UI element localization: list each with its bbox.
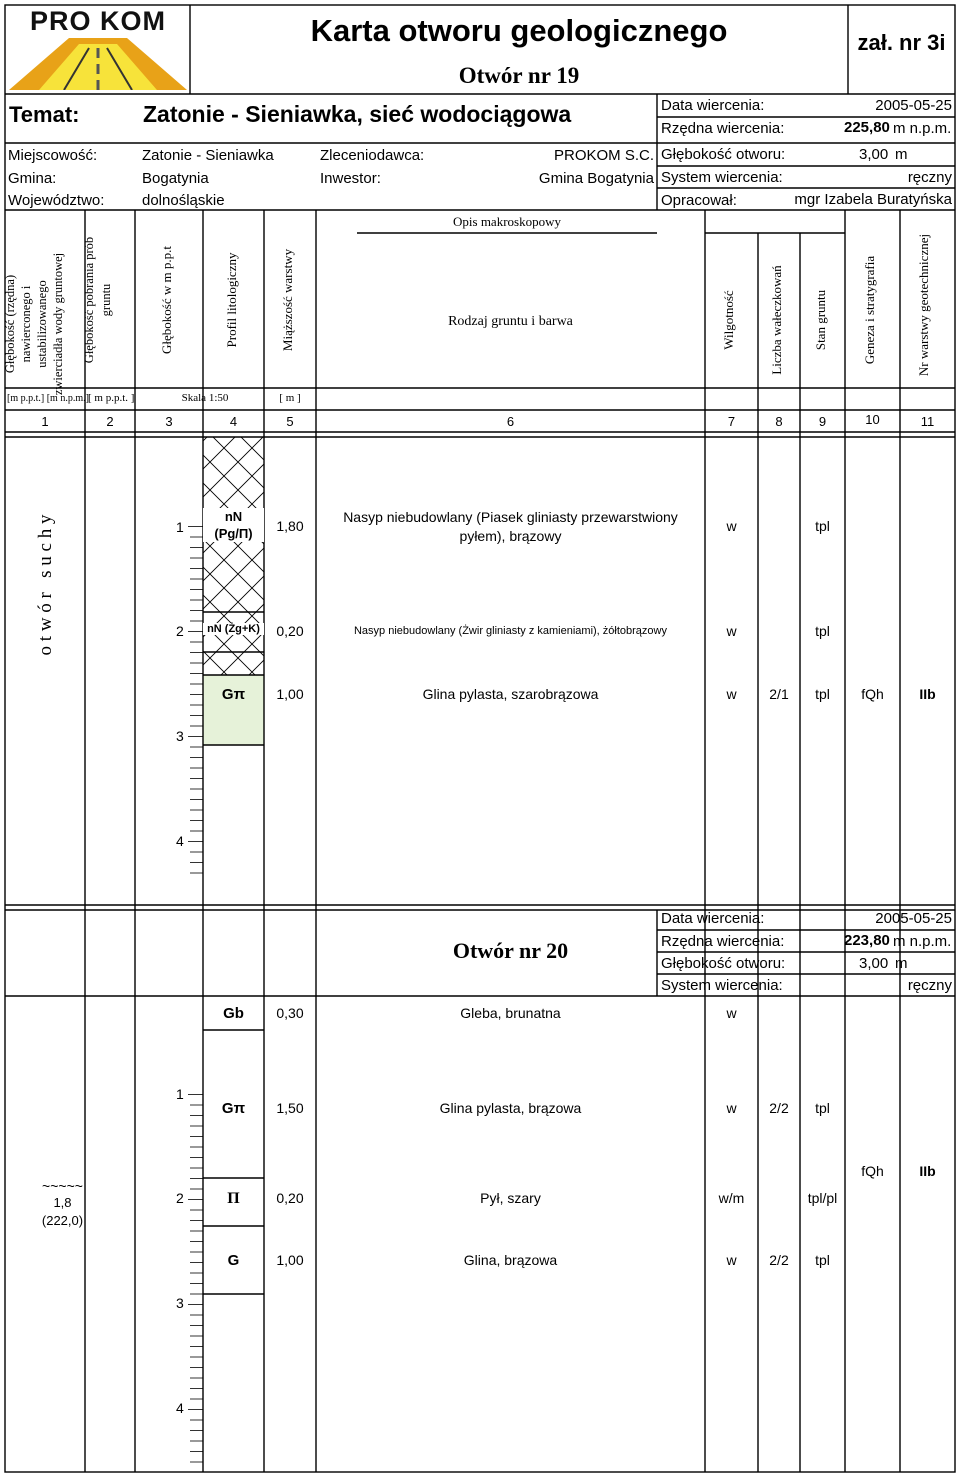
depth-mark-20-4: 4 [176,1400,184,1416]
layer19-3-rolls: 2/1 [769,686,789,702]
col1-line1: Głębokość (rzędna) [3,274,17,374]
col2-line2: gruntu [99,283,113,317]
layer19-1-symbol-sub: (Pg/Π) [214,526,253,541]
layer19-2-symbol: nN (Żg+K) [203,623,264,635]
depth-mark-20-1: 1 [176,1086,184,1102]
layer20-1-thickness: 0,30 [276,1005,304,1021]
layer19-3-symbol: Gπ [221,686,246,703]
borehole-19-title: Otwór nr 19 [458,63,580,88]
layer20-2-moisture: w [726,1100,737,1116]
layer20-2-desc: Glina pylasta, brązowa [439,1100,582,1116]
col2-line1: Głębokość pobrania prób [82,236,96,364]
col1-header [2,229,82,419]
layer19-3-thickness: 1,00 [276,686,304,702]
layer20-4-moisture: w [726,1252,737,1268]
layer20-2-rolls: 2/2 [769,1100,789,1116]
layer20-4-symbol: G [227,1252,240,1269]
col-number-10: 10 [865,412,880,427]
elevation-label: Rzędna wiercenia: [661,120,785,137]
depth-scale-19 [188,527,203,874]
col7-header: Wilgotność [721,290,736,350]
depth-mark-19-4: 4 [176,833,184,849]
water-level-symbol: ~~~~~ [42,1178,83,1194]
drill-date-label: Data wiercenia: [661,97,765,114]
prepared-label: Opracował: [661,192,737,209]
town-value: Zatonie - Sieniawka [142,147,274,164]
elevation-unit: m n.p.m. [893,120,952,137]
depth-mark-20-3: 3 [176,1295,184,1311]
b20-genesis: fQh [861,1163,884,1179]
layer19-1-desc [316,508,705,546]
water-level-depth: 1,8 [53,1195,72,1210]
depth-mark-19-2: 2 [176,623,184,639]
layer20-3-moisture: w/m [718,1190,745,1206]
investor-label: Inwestor: [320,170,381,187]
layer20-1-desc: Gleba, brunatna [460,1005,561,1021]
layer19-3-state: tpl [815,686,830,702]
commune-label: Gmina: [8,170,57,187]
depth-value: 3,00 [859,146,889,163]
col-number-7: 7 [727,414,736,429]
col-number-6: 6 [506,414,515,429]
layer19-3-desc: Glina pylasta, szarobrązowa [422,686,599,702]
client-value: PROKOM S.C. [553,147,654,164]
b20-elevation-value: 223,80 [844,932,890,949]
topic-label: Temat: [9,102,80,127]
depth-unit: m [895,146,908,163]
layer20-3-desc: Pył, szary [480,1190,541,1206]
layer19-2-thickness: 0,20 [276,623,304,639]
b20-elevation-label: Rzędna wiercenia: [661,933,785,950]
col1-line2: nawierconego i [19,285,33,363]
col1-line4: zwierciadła wody gruntowej [51,252,65,396]
unit-thickness: [ m ] [279,392,301,404]
b20-layer-no: IIb [919,1163,936,1179]
layer19-1-moisture: w [726,518,737,534]
layer19-3-layer-no: IIb [919,686,936,702]
b20-system-label: System wiercenia: [661,977,783,994]
layer20-3-state: tpl/pl [807,1190,838,1206]
drill-date-value: 2005-05-25 [875,97,952,114]
b20-depth-value: 3,00 [859,955,889,972]
b20-system-value: ręczny [907,977,952,994]
macro-header: Opis makroskopowy [453,214,561,229]
topic-value: Zatonie - Sieniawka, sieć wodociągowa [143,101,572,127]
col10-header: Geneza i stratygrafia [862,255,877,365]
layer19-2-desc: Nasyp niebudowlany (Żwir gliniasty z kamieniami), żółtobrązowy [353,625,667,637]
col-number-3: 3 [165,414,173,429]
layer20-4-state: tpl [815,1252,830,1268]
fill-nasyp-hatch [203,437,264,675]
col3-header: Głębokość w m p.p.t [159,246,174,354]
col9-header: Stan gruntu [813,289,828,351]
layer19-3-moisture: w [726,686,737,702]
layer19-1-state: tpl [815,518,830,534]
layer20-2-symbol: Gπ [221,1100,246,1117]
layer20-2-thickness: 1,50 [276,1100,304,1116]
b20-depth-unit: m [895,955,908,972]
layer19-1-desc-line1: Nasyp niebudowlany (Piasek gliniasty przewarstwiony [343,509,678,525]
system-value: ręczny [907,169,952,186]
depth-scale-20 [188,1095,203,1463]
attachment-label: zał. nr 3i [857,30,946,55]
unit-sample: [ m p.p.t. ] [88,392,135,404]
logo [9,8,187,90]
depth-mark-19-1: 1 [176,519,184,535]
col-number-5: 5 [286,414,294,429]
depth-mark-20-2: 2 [176,1190,184,1206]
layer19-1-symbol-main: nN [224,509,243,524]
layer20-2-state: tpl [815,1100,830,1116]
col5-header: Miąższość warstwy [280,248,295,352]
layer20-4-thickness: 1,00 [276,1252,304,1268]
b20-drill-date-label: Data wiercenia: [661,910,765,927]
col4-header: Profil litologiczny [224,252,239,348]
col-number-4: 4 [229,414,238,429]
system-label: System wiercenia: [661,169,783,186]
unit-scale: Skala 1:50 [181,392,229,404]
layer20-3-thickness: 0,20 [276,1190,304,1206]
layer20-1-moisture: w [726,1005,737,1021]
b20-depth-label: Głębokość otworu: [661,955,786,972]
col1-line3: ustabilizowanego [35,280,49,368]
col11-header: Nr warstwy geotechnicznej [916,233,931,377]
col-number-2: 2 [106,414,114,429]
layer20-4-desc: Glina, brązowa [463,1252,558,1268]
logo-text: PRO KOM [29,6,166,36]
layer19-2-moisture: w [726,623,737,639]
layer19-1-thickness: 1,80 [276,518,304,534]
unit-depth: [m p.p.t.] [m n.p.m.] [7,393,89,404]
province-label: Województwo: [8,192,105,209]
water-level-elevation: (222,0) [41,1213,84,1228]
layer20-3-symbol: Π [227,1190,240,1207]
layer19-3-genesis: fQh [861,686,884,702]
main-title: Karta otworu geologicznego [310,13,728,48]
dry-borehole-note: o t w ó r s u c h y [35,514,56,656]
col8-header: Liczba wałeczkowań [769,265,784,375]
client-label: Zleceniodawca: [320,147,425,164]
layer19-1-desc-line2: pyłem), brązowy [459,528,562,544]
town-label: Miejscowość: [8,147,98,164]
depth-label: Głębokość otworu: [661,146,786,163]
investor-value: Gmina Bogatynia [538,170,654,187]
borehole-20-title: Otwór nr 20 [452,938,569,963]
elevation-value: 225,80 [844,119,890,136]
b20-elevation-unit: m n.p.m. [893,933,952,950]
b20-drill-date-value: 2005-05-25 [875,910,952,927]
col-number-1: 1 [41,414,49,429]
col-number-9: 9 [818,414,827,429]
col6-header: Rodzaj gruntu i barwa [448,314,573,329]
commune-value: Bogatynia [142,170,209,187]
layer19-2-state: tpl [815,623,830,639]
prepared-value: mgr Izabela Buratyńska [794,191,952,208]
col-number-11: 11 [920,414,935,429]
layer19-1-symbol [203,508,264,542]
depth-mark-19-3: 3 [176,728,184,744]
col2-header [81,215,121,385]
layer20-4-rolls: 2/2 [769,1252,789,1268]
province-value: dolnośląskie [142,192,225,209]
col-number-8: 8 [775,414,783,429]
layer20-1-symbol: Gb [223,1005,244,1022]
